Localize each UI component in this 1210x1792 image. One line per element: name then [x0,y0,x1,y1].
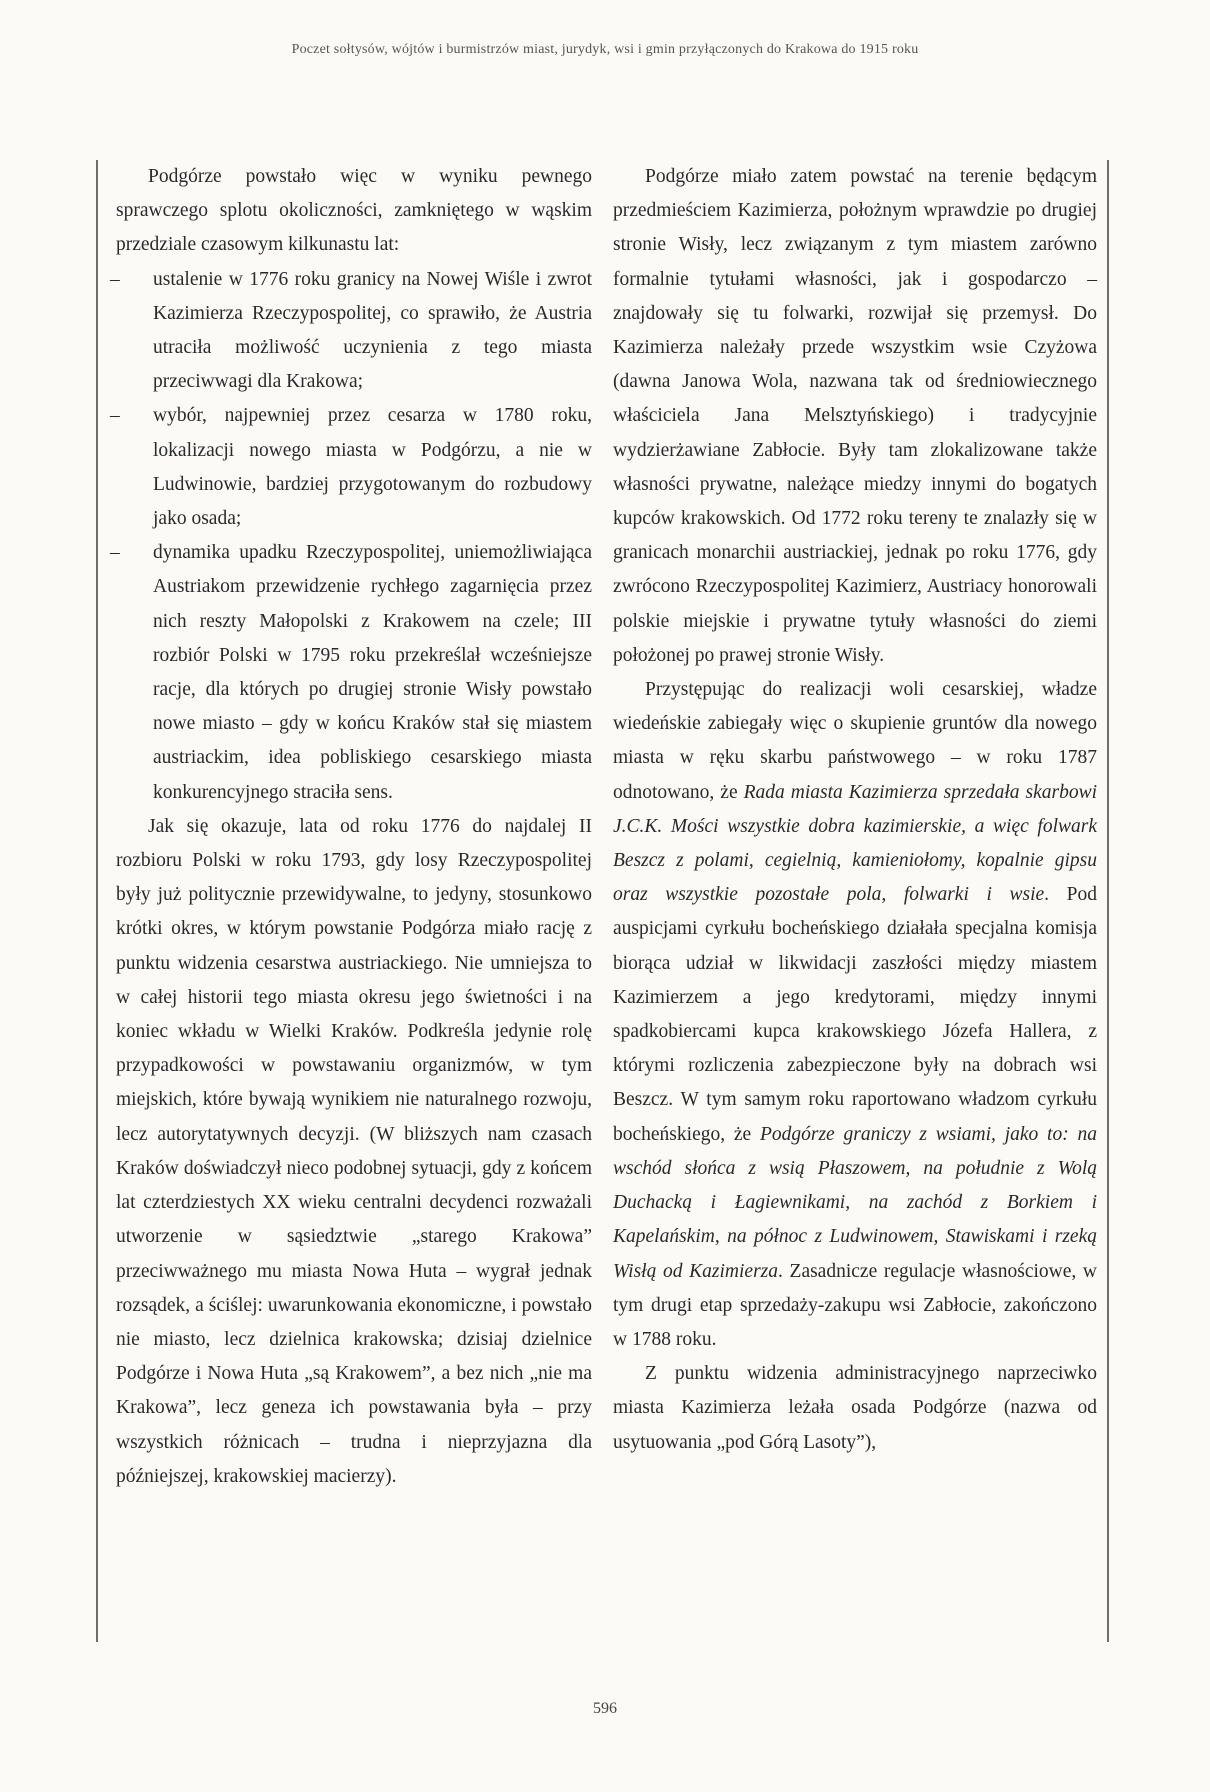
page-number: 596 [593,1700,617,1717]
left-paragraph-1: Podgórze powstało więc w wyniku pewnego sprawczego splotu okoliczności, zamkniętego w wąskim przedziale czasowym kilkunastu lat: [116,166,592,256]
quote-council-sale: Rada miasta Kazimierza sprzedała skarbowi J.C.K. Mości wszystkie dobra kazimierskie, a więc folwark Beszcz z polami, cegielnią, kamieniołomy, kopalnie gipsu oraz wszystkie pozostałe pola, folwarki i wsie [613,781,1097,906]
text-run: Przystępując do realizacji woli cesarskiej, władze wiedeńskie zabiegały więc o skupienie gruntów dla nowego miasta w ręku skarbu państwowego – w roku 1787 odnotowano, że [613,679,1097,803]
factor-list [116,263,592,810]
right-column [613,160,1109,1642]
text-run: . Zasadnicze regulacje własnościowe, w tym drugi etap sprzedaży-zakupu wsi Zabłocie, zakończono w 1788 roku. [613,1260,1097,1350]
list-item: – dynamika upadku Rzeczypospolitej, uniemożliwiająca Austriakom przewidzenie rychłego zagarnięcia przez nich reszty Małopolski z Krakowem na czele; III rozbiór Polski w 1795 roku przekreślał wcześniejsze racje, dla których po drugiej stronie Wisły powstało nowe miasto – gdy w końcu Kraków stał się miastem austriackim, idea pobliskiego cesarskiego miasta konkurencyjnego straciła sens. [116,536,592,810]
right-paragraph-3: Z punktu widzenia administracyjnego naprzeciwko miasta Kazimierza leżała osada Podgórze (nazwa od usytuowania „pod Górą Lasoty”), [613,1363,1097,1453]
right-paragraph-2 [613,673,1097,1357]
running-head: Poczet sołtysów, wójtów i burmistrzów miast, jurydyk, wsi i gmin przyłączonych do Krakowa do 1915 roku [291,42,919,57]
left-paragraph-2: Jak się okazuje, lata od roku 1776 do najdalej II rozbioru Polski w roku 1793, gdy losy Rzeczypospolitej były już politycznie przewidywalne, to jedyny, stosunkowo krótki okres, w którym powstanie Podgórza miało rację z punktu widzenia cesarstwa austriackiego. Nie umniejsza to w całej historii tego miasta okresu jego świetności i na koniec wkładu w Wielki Kraków. Podkreśla jedynie rolę przypadkowości w powstawaniu organizmów, w tym miejskich, które bywają wynikiem nie naturalnego rozwoju, lecz autorytatywnych decyzji. (W bliższych nam czasach Kraków doświadczył nieco podobnej sytuacji, gdy z końcem lat czterdziestych XX wieku centralni decydenci rozważali utworzenie w sąsiedztwie „starego Krakowa” przeciwważnego mu miasta Nowa Huta – wygrał jednak rozsądek, a ściślej: uwarunkowania ekonomiczne, i powstało nie miasto, lecz dzielnica krakowska; dzisiaj dzielnice Podgórze i Nowa Huta „są Krakowem”, a bez nich „nie ma Krakowa”, lecz geneza ich powstawania była – przy wszystkich różnicach – trudna i nieprzyjazna dla późniejszej, krakowskiej macierzy). [116,815,592,1487]
list-item: – wybór, najpewniej przez cesarza w 1780 roku, lokalizacji nowego miasta w Podgórzu, a nie w Ludwinowie, bardziej przygotowanym do rozbudowy jako osada; [116,399,592,536]
right-paragraph-1: Podgórze miało zatem powstać na terenie będącym przedmieściem Kazimierza, położnym wprawdzie po drugiej stronie Wisły, lecz związanym z tym miastem zarówno formalnie tytułami własności, jak i gospodarczo – znajdowały się tu folwarki, rozwijał się przemysł. Do Kazimierza należały przede wszystkim wsie Czyżowa (dawna Janowa Wola, nazwana tak od średniowiecznego właściciela Jana Melsztyńskiego) i tradycyjnie wydzierżawiane Zabłocie. Były tam zlokalizowane także własności prywatne, należące miedzy innymi do bogatych kupców krakowskich. Od 1772 roku tereny te znalazły się w granicach monarchii austriackiej, jednak po roku 1776, gdy zwrócono Rzeczypospolitej Kazimierz, Austriacy honorowali polskie miejskie i prywatne tytuły własności do ziemi położonej po prawej stronie Wisły. [613,166,1097,666]
text-run: . Pod auspicjami cyrkułu bocheńskiego działała specjalna komisja biorąca udział w likwidacji zaszłości między miastem Kazimierzem a jego kredytorami, między innymi spadkobiercami kupca krakowskiego Józefa Hallera, z którymi rozliczenia zabezpieczone były na dobrach wsi Beszcz. W tym samym roku raportowano władzom cyrkułu bocheńskiego, że [613,884,1097,1145]
left-column [96,160,592,1642]
quote-borders: Podgórze graniczy z wsiami, jako to: na wschód słońca z wsią Płaszowem, na południe z Wolą Duchacką i Łagiewnikami, na zachód z Borkiem i Kapelańskim, na północ z Ludwinowem, Stawiskami i rzeką Wisłą od Kazimierza [613,1123,1097,1282]
list-item: – ustalenie w 1776 roku granicy na Nowej Wiśle i zwrot Kazimierza Rzeczypospolitej, co sprawiło, że Austria utraciła możliwość uczynienia z tego miasta przeciwwagi dla Krakowa; [116,263,592,400]
